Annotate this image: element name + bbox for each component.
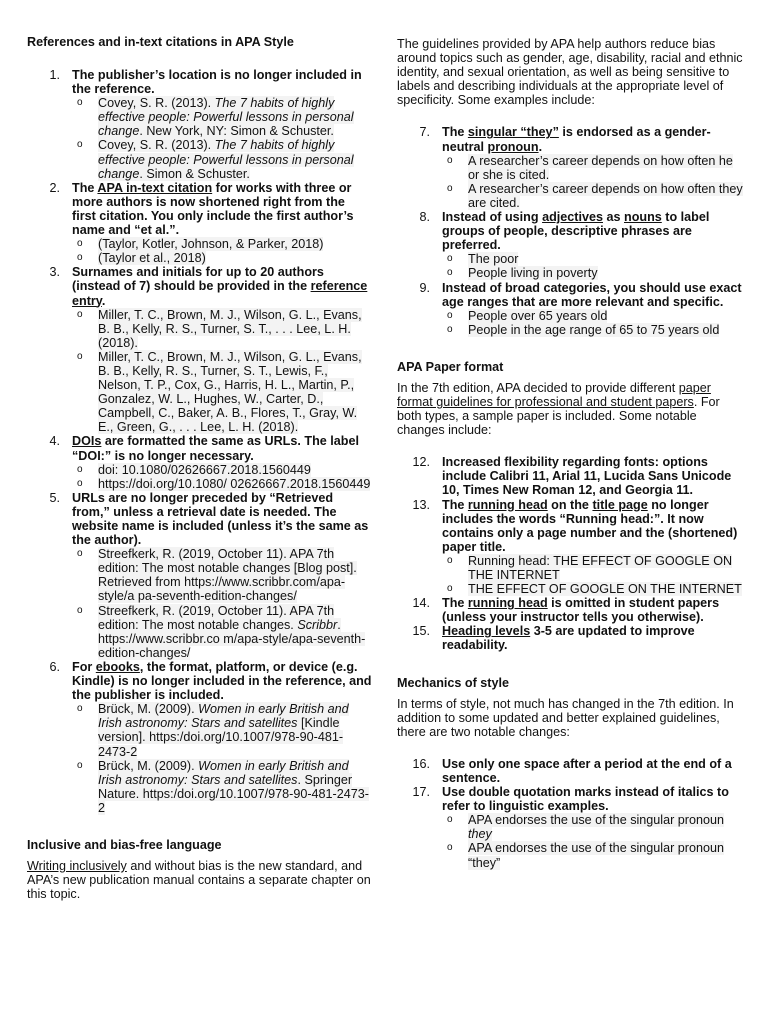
item-lead (442, 125, 744, 153)
item-text: are formatted the same as URLs. The label “DOI:” is no longer necessary. (72, 434, 359, 463)
example-part: THE EFFECT OF GOOGLE ON THE INTERNET (468, 582, 742, 597)
sub-list-item (72, 547, 372, 603)
bullet-icon: o (447, 309, 453, 321)
section-heading-mechanics: Mechanics of style (397, 675, 509, 690)
example-text (468, 554, 732, 582)
item-lead (72, 265, 372, 307)
example-part: People in the age range of 65 to 75 years old (468, 322, 720, 337)
sub-list-item (72, 350, 372, 435)
sub-list-item (442, 309, 744, 323)
item-lead (442, 757, 744, 785)
item-text: Increased flexibility regarding fonts: options include Calibri 11, Arial 11, Lucida Sans Unicode 10, Times New Roman 12, and Georgia 11. (442, 455, 732, 498)
example-italic: they (468, 827, 492, 842)
list-item (27, 434, 372, 490)
bullet-icon: o (77, 97, 83, 109)
bullet-icon: o (447, 253, 453, 265)
item-number: 3. (49, 265, 60, 280)
example-text (98, 96, 354, 138)
example-part: (Taylor et al., 2018) (98, 251, 206, 266)
item-lead (442, 785, 744, 813)
item-text: , the format, platform, or device (e.g. Kindle) is no longer included in the reference, and the publisher is included. (72, 659, 372, 703)
item-text: URLs are no longer preceded by “Retrieved from,” unless a retrieval date is needed. The website name is included (unless it’s the same as the author). (72, 490, 369, 548)
sub-list-item (72, 463, 372, 477)
item-lead (72, 660, 372, 702)
item-lead (442, 281, 744, 309)
example-part: APA endorses the use of the singular pronoun “they” (468, 841, 725, 870)
list-item (397, 757, 744, 785)
example-part: . Simon & Schuster. (139, 166, 250, 181)
bullet-icon: o (77, 350, 83, 362)
item-lead (72, 181, 372, 237)
item-link[interactable]: title page (592, 497, 648, 512)
example-text (468, 252, 518, 266)
sub-list (442, 154, 744, 210)
bullet-icon: o (77, 759, 83, 771)
sub-list-item (72, 96, 372, 138)
item-text: Surnames and initials for up to 20 authors (instead of 7) should be provided in the (72, 265, 324, 294)
bullet-icon: o (77, 463, 83, 475)
sub-list (72, 547, 372, 660)
sub-list (72, 96, 372, 181)
item-number: 17. (412, 785, 430, 800)
example-part: Covey, S. R. (2013). (98, 96, 215, 111)
sub-list-item (72, 477, 372, 491)
example-text (98, 702, 349, 758)
bullet-icon: o (447, 323, 453, 335)
example-part: The poor (468, 252, 519, 267)
example-part: Miller, T. C., Brown, M. J., Wilson, G. L., Evans, B. B., Kelly, R. S., Turner, S. T., . . . Lee, L. H. (2018). (98, 307, 362, 350)
sub-list-item (72, 251, 372, 265)
item-number: 14. (412, 596, 430, 611)
item-lead (72, 434, 372, 462)
paragraph-inclusive: Writing inclusively and without bias is the new standard, and APA’s new publication manual contains a separate chapter on this topic. (27, 858, 371, 902)
bullet-icon: o (77, 703, 83, 715)
paragraph-mechanics: In terms of style, not much has changed in the 7th edition. In addition to some updated and better explained guidelines, there are two notable changes: (397, 696, 734, 739)
item-lead (442, 498, 744, 554)
item-link[interactable]: DOIs (72, 434, 102, 449)
list-item (397, 455, 744, 497)
example-text (98, 350, 362, 434)
paragraph-guidelines: The guidelines provided by APA help authors reduce bias around topics such as gender, age, disability, racial and ethnic identity, and sexual orientation, as well as being sensitive to labels and describing individuals at the appropriate level of specificity. Some examples include: (397, 37, 743, 108)
example-italic: The 7 habits of highly effective people: Powerful lessons in personal change (98, 96, 354, 139)
bullet-icon: o (77, 139, 83, 151)
example-text (468, 309, 607, 323)
item-lead (442, 210, 744, 252)
example-part: A researcher’s career depends on how often he or she is cited. (468, 153, 733, 182)
sub-list-item (72, 759, 372, 815)
list-item (397, 624, 744, 652)
item-lead (72, 68, 372, 96)
sub-list-item (72, 604, 372, 660)
item-text: to label groups of people, descriptive phrases are preferred. (442, 210, 710, 253)
example-part: Miller, T. C., Brown, M. J., Wilson, G. L., Evans, B. B., Kelly, R. S., Turner, S. T., Lewis, F., Nelson, T. P., Cox, G., Harris, H. L., Martin, P., Gonzalez, W. L., Hughes, W., Carter, D., Campbell, C., Baker, A. B., Flores, T., Gray, W. E., Green, G., . . . Lee, L. H. (2018). (98, 349, 362, 435)
example-part: . Springer Nature. https:/doi.org/10.1007/978-90-481-2473-2 (98, 772, 369, 815)
item-text: The (442, 125, 468, 140)
item-text: The publisher’s location is no longer included in the reference. (72, 68, 362, 97)
item-text: The (442, 497, 468, 512)
example-italic: Scribbr (297, 617, 338, 632)
example-text (468, 813, 724, 841)
sub-list-item (442, 813, 744, 841)
item-text: 3-5 are updated to improve readability. (442, 624, 695, 653)
item-lead (442, 596, 744, 624)
example-part: Brück, M. (2009). (98, 758, 199, 773)
example-text (468, 582, 742, 596)
item-link[interactable]: reference entry (72, 279, 368, 308)
section-heading-inclusive: Inclusive and bias-free language (27, 837, 222, 852)
list-paper-format (397, 455, 744, 652)
item-lead (442, 455, 744, 497)
example-italic: Women in early British and Irish astronomy: Stars and satellites (98, 702, 349, 731)
item-lead (442, 624, 744, 652)
example-italic: The 7 habits of highly effective people: Powerful lessons in personal change (98, 138, 354, 181)
example-text (98, 604, 365, 660)
bullet-icon: o (77, 238, 83, 250)
item-link[interactable]: nouns (624, 210, 662, 225)
bullet-icon: o (447, 554, 453, 566)
item-link[interactable]: APA in-text citation (97, 180, 213, 195)
item-number: 16. (412, 756, 430, 771)
list-item (27, 181, 372, 266)
item-text: Use double quotation marks instead of italics to refer to linguistic examples. (442, 785, 729, 814)
sub-list-item (442, 554, 744, 582)
example-part: [Kindle version]. https:/doi.org/10.1007/978-90-481-2473-2 (98, 716, 344, 759)
example-text (98, 251, 206, 265)
list-item (397, 785, 744, 870)
item-link[interactable]: running head (467, 497, 548, 512)
bullet-icon: o (77, 477, 83, 489)
example-part: A researcher’s career depends on how often they are cited. (468, 181, 743, 210)
sub-list-item (442, 582, 744, 596)
sub-list-item (72, 308, 372, 350)
example-text (98, 463, 311, 477)
bullet-icon: o (447, 842, 453, 854)
sub-list-item (72, 138, 372, 180)
item-text: for works with three or more authors is now shortened right from the first citation. You only include the first author’s name and “et al.”. (72, 180, 354, 238)
sub-list (72, 308, 372, 435)
sub-list-item (442, 154, 744, 182)
item-link[interactable]: singular “they” (467, 125, 559, 140)
example-text (98, 759, 369, 815)
sub-list (442, 252, 744, 280)
item-text: Instead of using (442, 210, 543, 225)
item-link[interactable]: running head (467, 596, 548, 611)
bullet-icon: o (447, 267, 453, 279)
example-part: APA endorses the use of the singular pronoun (468, 813, 725, 828)
item-text: as (602, 210, 624, 225)
list-bias-free (397, 125, 744, 336)
list-item (397, 210, 744, 280)
item-number: 9. (419, 280, 430, 295)
left-column (27, 34, 372, 901)
sub-list-item (442, 252, 744, 266)
item-text: is omitted in student papers (unless your instructor tells you otherwise). (442, 596, 720, 625)
item-link[interactable]: pronoun (487, 139, 539, 154)
item-text: on the (547, 497, 593, 512)
list-item (27, 491, 372, 660)
item-number: 12. (412, 455, 430, 470)
sub-list (72, 463, 372, 491)
example-text (98, 237, 323, 251)
item-number: 7. (419, 125, 430, 140)
section-heading-paper-format: APA Paper format (397, 359, 504, 374)
item-lead (72, 491, 372, 547)
example-part: Streefkerk, R. (2019, October 11). APA 7th edition: The most notable changes [Blog post]. Retrieved from https://www.scribbr.com/apa-style/a pa-seventh-edition-changes/ (98, 547, 357, 604)
example-italic: Women in early British and Irish astronomy: Stars and satellites (98, 758, 349, 787)
sub-list (72, 702, 372, 815)
item-number: 5. (49, 490, 60, 505)
item-link[interactable]: Heading levels (442, 624, 531, 639)
item-number: 8. (419, 210, 430, 225)
item-link[interactable]: ebooks (95, 659, 140, 674)
item-link[interactable]: adjectives (542, 210, 603, 225)
example-part: (Taylor, Kotler, Johnson, & Parker, 2018) (98, 237, 324, 252)
example-part: Streefkerk, R. (2019, October 11). APA 7th edition: The most notable changes. (98, 603, 335, 632)
item-text: Instead of broad categories, you should use exact age ranges that are more relevant and specific. (442, 280, 742, 309)
section-heading-references: References and in-text citations in APA Style (27, 35, 294, 49)
list-item (27, 265, 372, 434)
sub-list (442, 554, 744, 596)
item-text: is endorsed as a gender-neutral (442, 125, 711, 154)
list-item (397, 125, 744, 210)
list-item (27, 68, 372, 181)
example-text (98, 308, 362, 350)
example-part: People over 65 years old (468, 308, 608, 323)
example-part: Running head: THE EFFECT OF GOOGLE ON THE INTERNET (468, 553, 733, 582)
bullet-icon: o (447, 154, 453, 166)
list-references (27, 68, 372, 815)
list-mechanics (397, 757, 744, 870)
item-number: 15. (412, 624, 430, 639)
list-item (397, 596, 744, 624)
sub-list-item (442, 323, 744, 337)
sub-list-item (442, 266, 744, 280)
example-text (468, 182, 743, 210)
item-number: 4. (49, 434, 60, 449)
item-text: Use only one space after a period at the end of a sentence. (442, 756, 732, 785)
example-text (468, 266, 598, 280)
link-paper-format-guidelines[interactable]: paper format guidelines for professional and student papers (397, 380, 711, 409)
bullet-icon: o (77, 604, 83, 616)
sub-list (442, 813, 744, 869)
example-part: Brück, M. (2009). (98, 702, 199, 717)
item-text: For (72, 659, 96, 674)
list-item (397, 281, 744, 337)
right-column (397, 37, 744, 870)
bullet-icon: o (447, 182, 453, 194)
sub-list-item (442, 182, 744, 210)
link-writing-inclusively[interactable]: Writing inclusively (27, 858, 127, 873)
example-text (98, 477, 370, 491)
example-part: Covey, S. R. (2013). (98, 138, 215, 153)
list-item (397, 498, 744, 597)
item-text: . (101, 293, 106, 308)
list-item (27, 660, 372, 815)
item-text: The (442, 596, 468, 611)
example-part: . New York, NY: Simon & Schuster. (139, 124, 334, 139)
bullet-icon: o (447, 583, 453, 595)
paragraph-paper-format: In the 7th edition, APA decided to provide different paper format guidelines for professional and student papers. For both types, a sample paper is included. Some notable changes include: (397, 380, 720, 438)
item-number: 1. (49, 68, 60, 82)
example-text (98, 138, 354, 180)
example-text (468, 323, 719, 337)
item-text: no longer includes the words “Running head:”. It now contains only a page number and the (shortened) paper title. (442, 497, 738, 554)
sub-list-item (442, 841, 744, 869)
item-number: 13. (412, 497, 430, 512)
example-text (98, 547, 357, 603)
example-text (468, 154, 733, 182)
sub-list (442, 309, 744, 337)
item-number: 6. (49, 659, 60, 674)
sub-list-item (72, 237, 372, 251)
bullet-icon: o (447, 814, 453, 826)
bullet-icon: o (77, 308, 83, 320)
example-part: . https://www.scribbr.co m/apa-style/apa-seventh-edition-changes/ (98, 617, 366, 660)
sub-list (72, 237, 372, 265)
item-number: 2. (49, 180, 60, 195)
example-part: People living in poverty (468, 266, 598, 281)
example-part: doi: 10.1080/02626667.2018.1560449 (98, 462, 311, 477)
bullet-icon: o (77, 252, 83, 264)
bullet-icon: o (77, 548, 83, 560)
example-part: https://doi.org/10.1080/ 02626667.2018.1560449 (98, 476, 371, 491)
sub-list-item (72, 702, 372, 758)
item-text: The (72, 180, 98, 195)
example-text (468, 841, 724, 869)
item-text: . (538, 139, 543, 154)
